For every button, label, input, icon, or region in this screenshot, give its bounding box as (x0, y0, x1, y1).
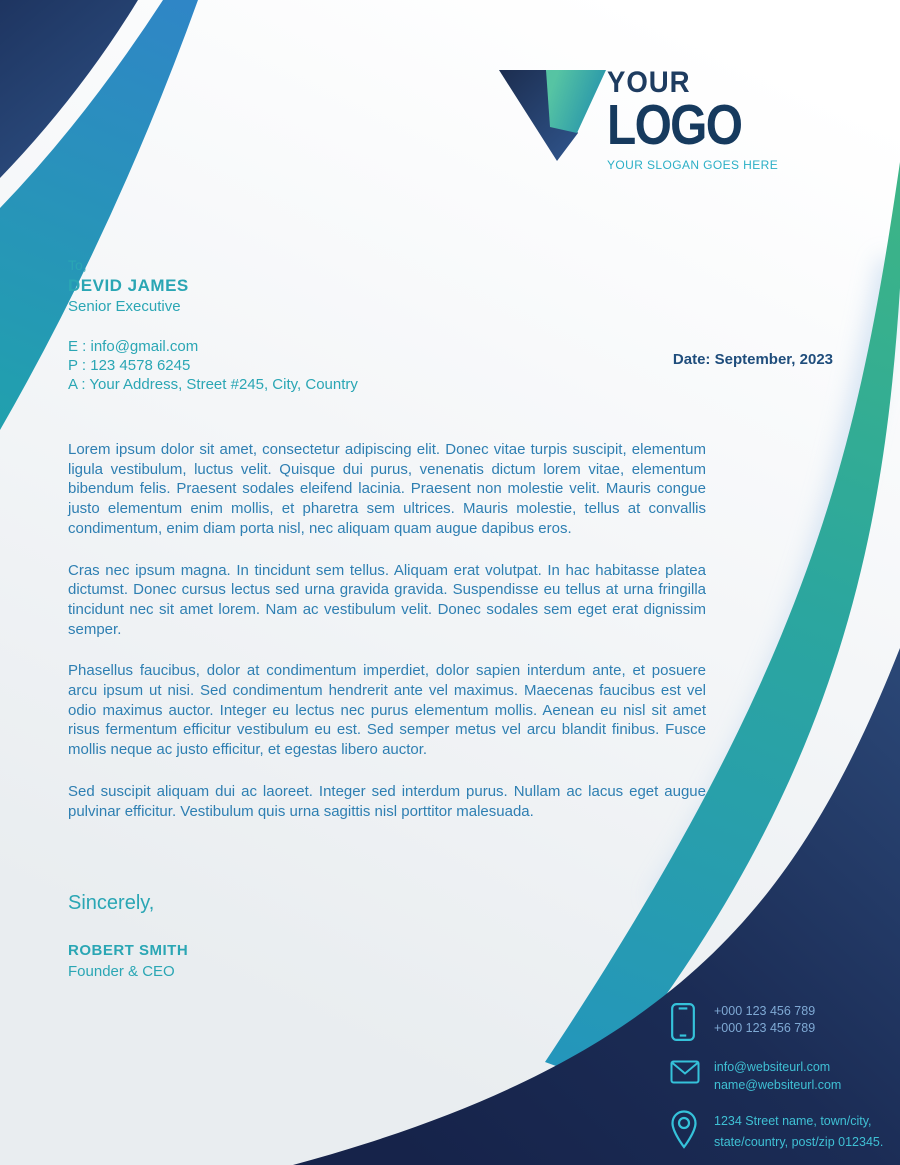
signature-closing: Sincerely, (68, 892, 155, 914)
letter-date: Date: September, 2023 (672, 351, 833, 368)
footer-phone-2: +000 123 456 789 (714, 1020, 816, 1035)
footer-email-lines (714, 1058, 841, 1094)
footer-phone-group (670, 1002, 885, 1042)
signature-name: ROBERT SMITH (68, 942, 189, 959)
footer-address-2: state/country, post/zip 012345. (714, 1135, 884, 1149)
paragraph-3: Phasellus faucibus, dolor at condimentum imperdiet, dolor sapien interdum ante, et posuere arcu ipsum ut nisi. Sed condimentum hendrerit ante vel maximus. Maecenas faucibus est vel odio maximus auctor. Integer eu lectus nec purus elementum mollis. Aenean eu nisl sit amet risus fermentum efficitur vestibulum eu est. Sed semper metus vel arcu blandit finibus. Fusce mollis neque ac justo efficitur, et egestas libero auctor. (68, 662, 706, 759)
signature-block (68, 892, 188, 980)
footer-address-lines (714, 1110, 883, 1153)
footer-contact-block (670, 1002, 885, 1165)
signature-title: Founder & CEO (68, 963, 175, 980)
recipient-address-line: A : Your Address, Street #245, City, Country (68, 376, 358, 393)
company-logo (496, 62, 779, 173)
recipient-email-line: E : info@gmail.com (68, 338, 199, 355)
recipient-title: Senior Executive (68, 298, 181, 315)
logo-v-icon (496, 62, 608, 164)
logo-word-your: YOUR (607, 66, 691, 99)
recipient-contact (68, 337, 358, 394)
recipient-name: DEVID JAMES (68, 276, 189, 295)
paragraph-1: Lorem ipsum dolor sit amet, consectetur adipiscing elit. Donec vitae turpis suscipit, elementum ligula vestibulum, luctus velit. Quisque dui purus, venenatis dictum lorem vitae, elementum bibendum felis. Praesent sodales eleifend lacinia. Praesent non molestie velit. Mauris congue justo elementum enim mollis, et pharetra sem ultrices. Mauris molestie, tellus at convallis condimentum, enim diam porta nisl, nec aliquam quam augue dapibus eros. (68, 441, 706, 537)
location-icon (670, 1110, 704, 1150)
paragraph-2: Cras nec ipsum magna. In tincidunt sem tellus. Aliquam erat volutpat. In hac habitasse platea dictumst. Donec cursus lectus sed urna gravida gravida. Suspendisse eu tellus at urna fringilla tincidunt nec sit amet lorem. Nam ac vestibulum velit. Donec sodales sem eget erat dignissim semper. (68, 561, 706, 638)
logo-word-logo: LOGO (607, 93, 742, 157)
footer-phone-lines (714, 1002, 815, 1036)
footer-phone-1: +000 123 456 789 (714, 1004, 816, 1018)
email-icon (670, 1058, 704, 1084)
phone-icon (670, 1002, 704, 1042)
recipient-to: To, (68, 257, 87, 273)
logo-slogan: YOUR SLOGAN GOES HERE (607, 158, 779, 173)
footer-address-group (670, 1110, 885, 1153)
paragraph-4: Sed suscipit aliquam dui ac laoreet. Integer sed interdum purus. Nullam ac lacus eget augue pulvinar efficitur. Vestibulum quis urna sagittis nisl porttitor malesuada. (68, 782, 706, 820)
footer-email-1: info@websiteurl.com (714, 1060, 831, 1074)
footer-address-1: 1234 Street name, town/city, (714, 1114, 872, 1128)
recipient-phone-line: P : 123 4578 6245 (68, 357, 191, 374)
footer-email-2: name@websiteurl.com (714, 1077, 842, 1092)
footer-email-group (670, 1058, 885, 1094)
recipient-block (68, 257, 358, 394)
letter-body (68, 440, 706, 843)
logo-text (607, 68, 867, 172)
